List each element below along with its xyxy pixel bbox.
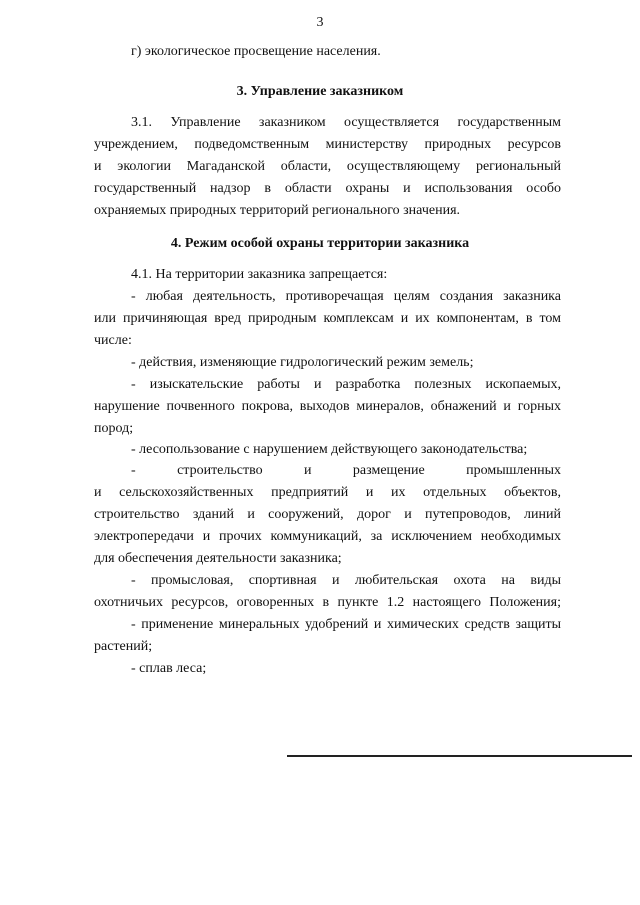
list-item-line: и сельскохозяйственных предприятий и их отдельных объектов, [94, 485, 561, 500]
page-number: 3 [316, 15, 324, 30]
paragraph-line: учреждением, подведомственным министерству природных ресурсов [94, 137, 561, 152]
list-item-line: - строительство и размещение промышленных [131, 463, 561, 478]
list-item-line: - применение минеральных удобрений и химических средств защиты [131, 617, 561, 632]
list-item-line: электропередачи и прочих коммуникаций, за исключением необходимых [94, 529, 561, 544]
list-item-line: пород; [94, 421, 134, 436]
list-item-line: для обеспечения деятельности заказника; [94, 551, 342, 566]
section-heading-4: 4. Режим особой охраны территории заказника [170, 236, 470, 251]
paragraph-line: государственный надзор в области охраны и использования особо [94, 181, 561, 196]
list-item-line: числе: [94, 333, 132, 348]
paragraph-line: 3.1. Управление заказником осуществляется государственным [131, 115, 561, 130]
page-divider-rule [287, 755, 632, 757]
list-item-line: - любая деятельность, противоречащая целям создания заказника [131, 289, 561, 304]
list-item-line: растений; [94, 639, 153, 654]
list-item-line: строительство зданий и сооружений, дорог и путепроводов, линий [94, 507, 561, 522]
list-item-line: - действия, изменяющие гидрологический режим земель; [131, 355, 474, 370]
paragraph-line: 4.1. На территории заказника запрещается: [131, 267, 388, 282]
list-item-line: - изыскательские работы и разработка полезных ископаемых, [131, 377, 561, 392]
list-item-line: нарушение почвенного покрова, выходов минералов, обнажений и горных [94, 399, 561, 414]
list-item-line: - лесопользование с нарушением действующего законодательства; [131, 442, 528, 457]
section-heading-3: 3. Управление заказником [236, 84, 404, 99]
list-item-line: охотничьих ресурсов, оговоренных в пункте 1.2 настоящего Положения; [94, 595, 561, 610]
list-item-line: или причиняющая вред природным комплексам и их компонентам, в том [94, 311, 561, 326]
paragraph-line: и экологии Магаданской области, осуществляющему региональный [94, 159, 561, 174]
list-item-line: - промысловая, спортивная и любительская охота на виды [131, 573, 561, 588]
paragraph-line-ecological-education: г) экологическое просвещение населения. [131, 44, 381, 59]
paragraph-line: охраняемых природных территорий регионального значения. [94, 203, 461, 218]
list-item-line: - сплав леса; [131, 661, 207, 676]
